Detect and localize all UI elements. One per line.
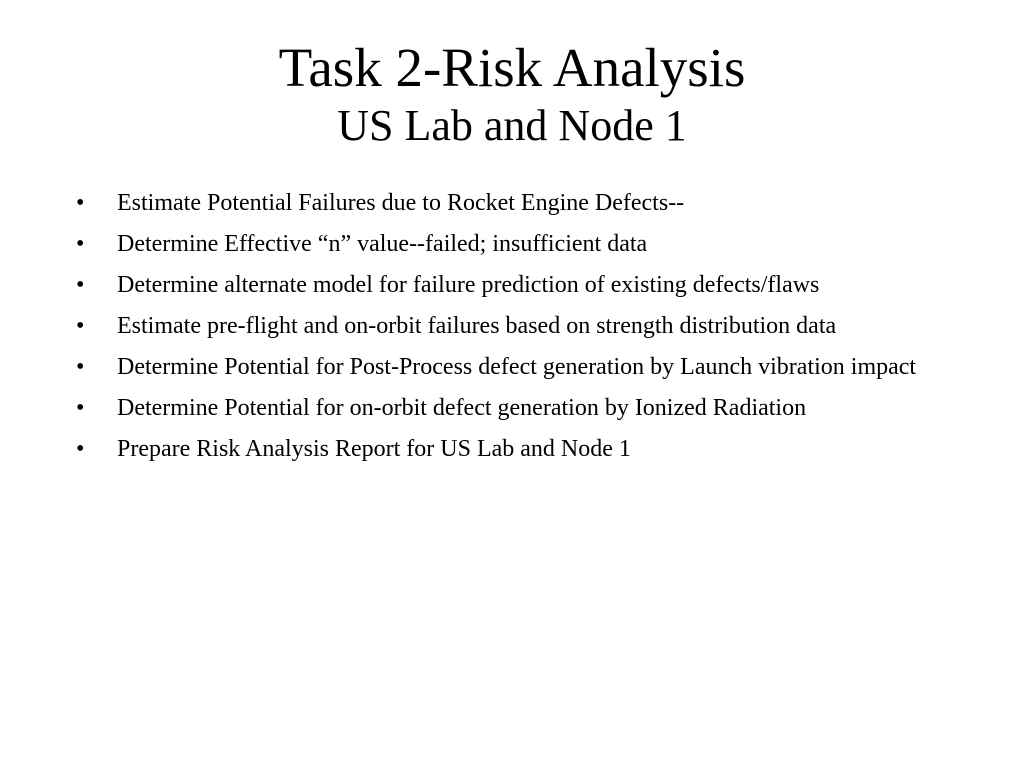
bullet-item [76,186,956,220]
slide-title: Task 2-Risk Analysis [278,37,746,98]
bullet-icon: • [76,395,85,421]
bullet-text: Determine alternate model for failure prediction of existing defects/flaws [117,272,820,298]
bullet-icon: • [76,354,85,380]
bullet-item [76,309,956,343]
bullet-item [76,391,956,425]
bullet-item [76,432,956,466]
slide-subtitle: US Lab and Node 1 [337,101,687,150]
bullet-icon: • [76,190,85,216]
bullet-icon: • [76,313,85,339]
bullet-text: Determine Potential for on-orbit defect generation by Ionized Radiation [117,395,807,421]
bullet-text: Estimate Potential Failures due to Rocket Engine Defects-- [117,190,685,216]
bullet-item [76,350,956,384]
bullet-list [76,186,956,473]
bullet-text: Estimate pre-flight and on-orbit failures based on strength distribution data [117,313,837,339]
bullet-icon: • [76,272,85,298]
bullet-text: Determine Potential for Post-Process defect generation by Launch vibration impact [117,354,917,380]
bullet-item [76,268,956,302]
bullet-icon: • [76,436,85,462]
bullet-icon: • [76,231,85,257]
bullet-item [76,227,956,261]
bullet-text: Determine Effective “n” value--failed; insufficient data [117,231,648,257]
title-block [0,36,1024,152]
bullet-text: Prepare Risk Analysis Report for US Lab and Node 1 [117,436,631,462]
